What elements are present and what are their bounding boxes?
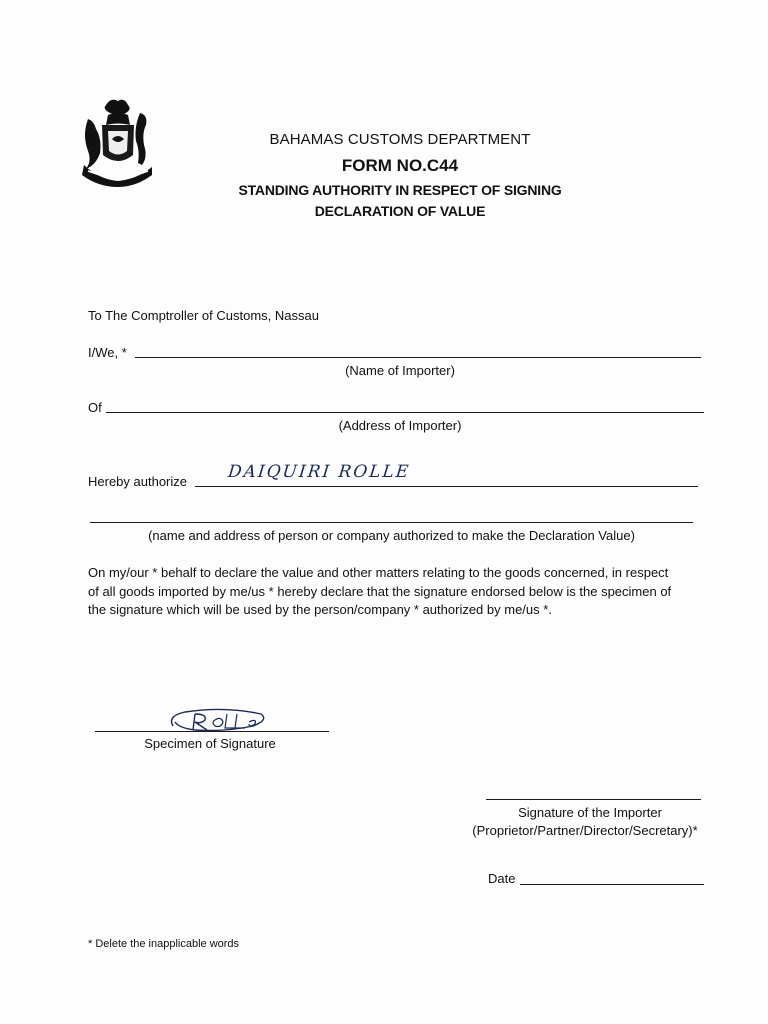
importer-label: I/We, *	[88, 345, 127, 360]
importer-signature-field[interactable]	[486, 799, 701, 800]
form-number: FORM NO.C44	[341, 156, 459, 175]
importer-name-caption: (Name of Importer)	[345, 363, 455, 378]
coat-of-arms-logo	[78, 95, 156, 187]
specimen-signature-caption: Specimen of Signature	[144, 736, 276, 751]
specimen-signature-field[interactable]	[95, 731, 329, 732]
specimen-signature-mark	[165, 706, 269, 734]
declaration-line-1: On my/our * behalf to declare the value and other matters relating to the goods concerned, in respect	[88, 565, 669, 580]
address-label: Of	[88, 400, 102, 415]
form-title-line-2: DECLARATION OF VALUE	[314, 203, 486, 219]
importer-signature-caption: Signature of the Importer	[518, 805, 662, 820]
form-title-line-1: STANDING AUTHORITY IN RESPECT OF SIGNING	[238, 182, 562, 198]
department-name: BAHAMAS CUSTOMS DEPARTMENT	[269, 131, 531, 148]
handwritten-authorized-name: DAIQUIRI ROLLE	[226, 462, 412, 482]
date-field[interactable]	[520, 884, 704, 885]
date-label: Date	[488, 871, 516, 886]
authorize-label: Hereby authorize	[88, 474, 187, 489]
declaration-paragraph	[88, 564, 718, 620]
importer-role-caption: (Proprietor/Partner/Director/Secretary)*	[472, 823, 698, 838]
authorized-person-field[interactable]	[195, 486, 698, 487]
importer-address-field[interactable]	[106, 412, 704, 413]
importer-name-field[interactable]	[135, 357, 701, 358]
declaration-line-3: the signature which will be used by the person/company * authorized by me/us *.	[88, 602, 552, 617]
declaration-line-2: of all goods imported by me/us * hereby declare that the signature endorsed below is the specimen of	[88, 583, 672, 599]
authorized-person-address-field[interactable]	[90, 522, 693, 523]
importer-address-caption: (Address of Importer)	[338, 418, 462, 433]
authorized-person-caption: (name and address of person or company authorized to make the Declaration Value)	[148, 528, 635, 543]
footnote: * Delete the inapplicable words	[88, 938, 240, 950]
addressee-text: To The Comptroller of Customs, Nassau	[88, 308, 319, 323]
